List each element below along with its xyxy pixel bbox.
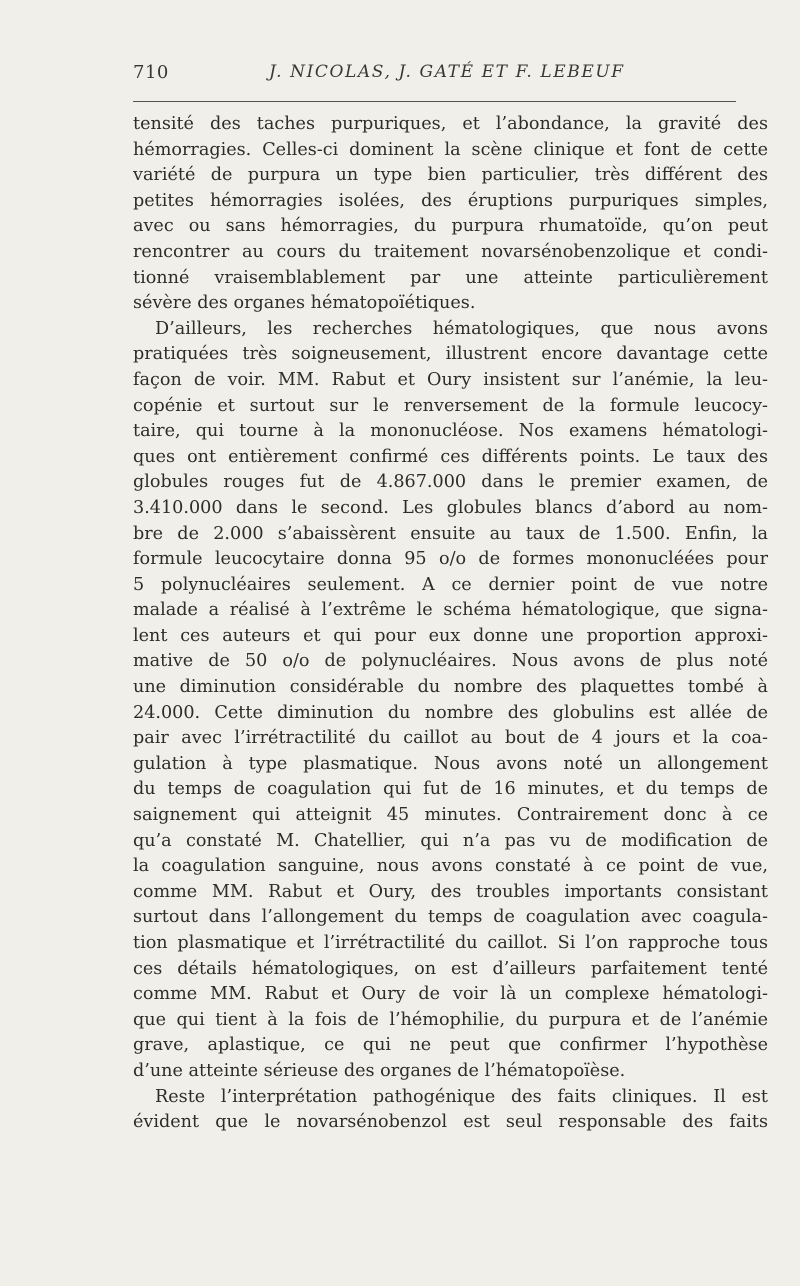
text-line: variété de purpura un type bien particulier, très différent des: [133, 165, 768, 186]
text-line: taire, qui tourne à la mononucléose. Nos examens hématologi-: [133, 421, 768, 442]
text-line: petites hémorragies isolées, des éruptions purpuriques simples,: [133, 190, 768, 211]
text-line: globules rouges fut de 4.867.000 dans le premier examen, de: [133, 472, 768, 493]
running-head: [133, 62, 733, 92]
text-line: ques ont entièrement confirmé ces différents points. Le taux des: [133, 446, 768, 467]
text-line: d’une atteinte sérieuse des organes de l’hématopoïèse.: [133, 1060, 626, 1081]
text-line: façon de voir. MM. Rabut et Oury insistent sur l’anémie, la leu-: [133, 369, 768, 390]
text-line: que qui tient à la fois de l’hémophilie, du purpura et de l’anémie: [133, 1009, 768, 1030]
text-line: 3.410.000 dans le second. Les globules blancs d’abord au nom-: [133, 497, 768, 518]
text-line: saignement qui atteignit 45 minutes. Contrairement donc à ce: [133, 805, 768, 826]
text-line: comme MM. Rabut et Oury de voir là un complexe hématologi-: [133, 984, 768, 1005]
text-line: tion plasmatique et l’irrétractilité du caillot. Si l’on rapproche tous: [133, 933, 768, 953]
text-line: comme MM. Rabut et Oury, des troubles importants consistant: [133, 881, 768, 902]
text-line: du temps de coagulation qui fut de 16 minutes, et du temps de: [133, 779, 768, 800]
text-line: une diminution considérable du nombre des plaquettes tombé à: [133, 677, 768, 698]
text-line: ces détails hématologiques, on est d’ailleurs parfaitement tenté: [133, 958, 768, 979]
text-line: D’ailleurs, les recherches hématologiques, que nous avons: [155, 318, 768, 339]
body-text: [133, 112, 768, 1136]
text-line: tionné vraisemblablement par une atteinte particulièrement: [133, 267, 768, 288]
text-line: rencontrer au cours du traitement novarsénobenzolique et condi-: [133, 241, 768, 262]
text-line: mative de 50 o/o de polynucléaires. Nous avons de plus noté: [133, 651, 768, 672]
text-line: formule leucocytaire donna 95 o/o de formes mononucléées pour: [133, 549, 768, 570]
text-line: gulation à type plasmatique. Nous avons noté un allongement: [133, 753, 768, 774]
text-line: sévère des organes hématopoïétiques.: [133, 293, 476, 314]
text-line: qu’a constaté M. Chatellier, qui n’a pas vu de modification de: [133, 830, 768, 851]
page-number: 710: [133, 62, 169, 83]
text-line: surtout dans l’allongement du temps de coagulation avec coagula-: [133, 907, 768, 928]
text-line: avec ou sans hémorragies, du purpura rhumatoïde, qu’on peut: [133, 216, 768, 237]
text-line: Reste l’interprétation pathogénique des faits cliniques. Il est: [155, 1086, 768, 1107]
text-line: grave, aplastique, ce qui ne peut que confirmer l’hypothèse: [133, 1035, 768, 1056]
text-line: 24.000. Cette diminution du nombre des globulins est allée de: [133, 702, 768, 723]
text-line: évident que le novarsénobenzol est seul responsable des faits: [133, 1112, 768, 1133]
text-line: hémorragies. Celles-ci dominent la scène clinique et font de cette: [133, 139, 768, 160]
text-line: pair avec l’irrétractilité du caillot au bout de 4 jours et la coa-: [133, 728, 768, 749]
paragraph-1: [133, 112, 768, 317]
running-title: J. NICOLAS, J. GATÉ ET F. LEBEUF: [269, 62, 625, 82]
text-line: pratiquées très soigneusement, illustrent encore davantage cette: [133, 344, 768, 365]
text-line: 5 polynucléaires seulement. A ce dernier point de vue notre: [133, 574, 768, 595]
text-line: tensité des taches purpuriques, et l’abondance, la gravité des: [133, 114, 768, 134]
header-rule: [133, 101, 736, 102]
text-line: bre de 2.000 s’abaissèrent ensuite au taux de 1.500. Enfin, la: [133, 523, 768, 544]
paragraph-3: [133, 1085, 768, 1136]
text-line: lent ces auteurs et qui pour eux donne une proportion approxi-: [133, 625, 768, 646]
paragraph-2: [133, 317, 768, 1085]
text-line: la coagulation sanguine, nous avons constaté à ce point de vue,: [133, 856, 768, 877]
text-line: malade a réalisé à l’extrême le schéma hématologique, que signa-: [133, 600, 768, 621]
text-line: copénie et surtout sur le renversement de la formule leucocy-: [133, 395, 768, 416]
